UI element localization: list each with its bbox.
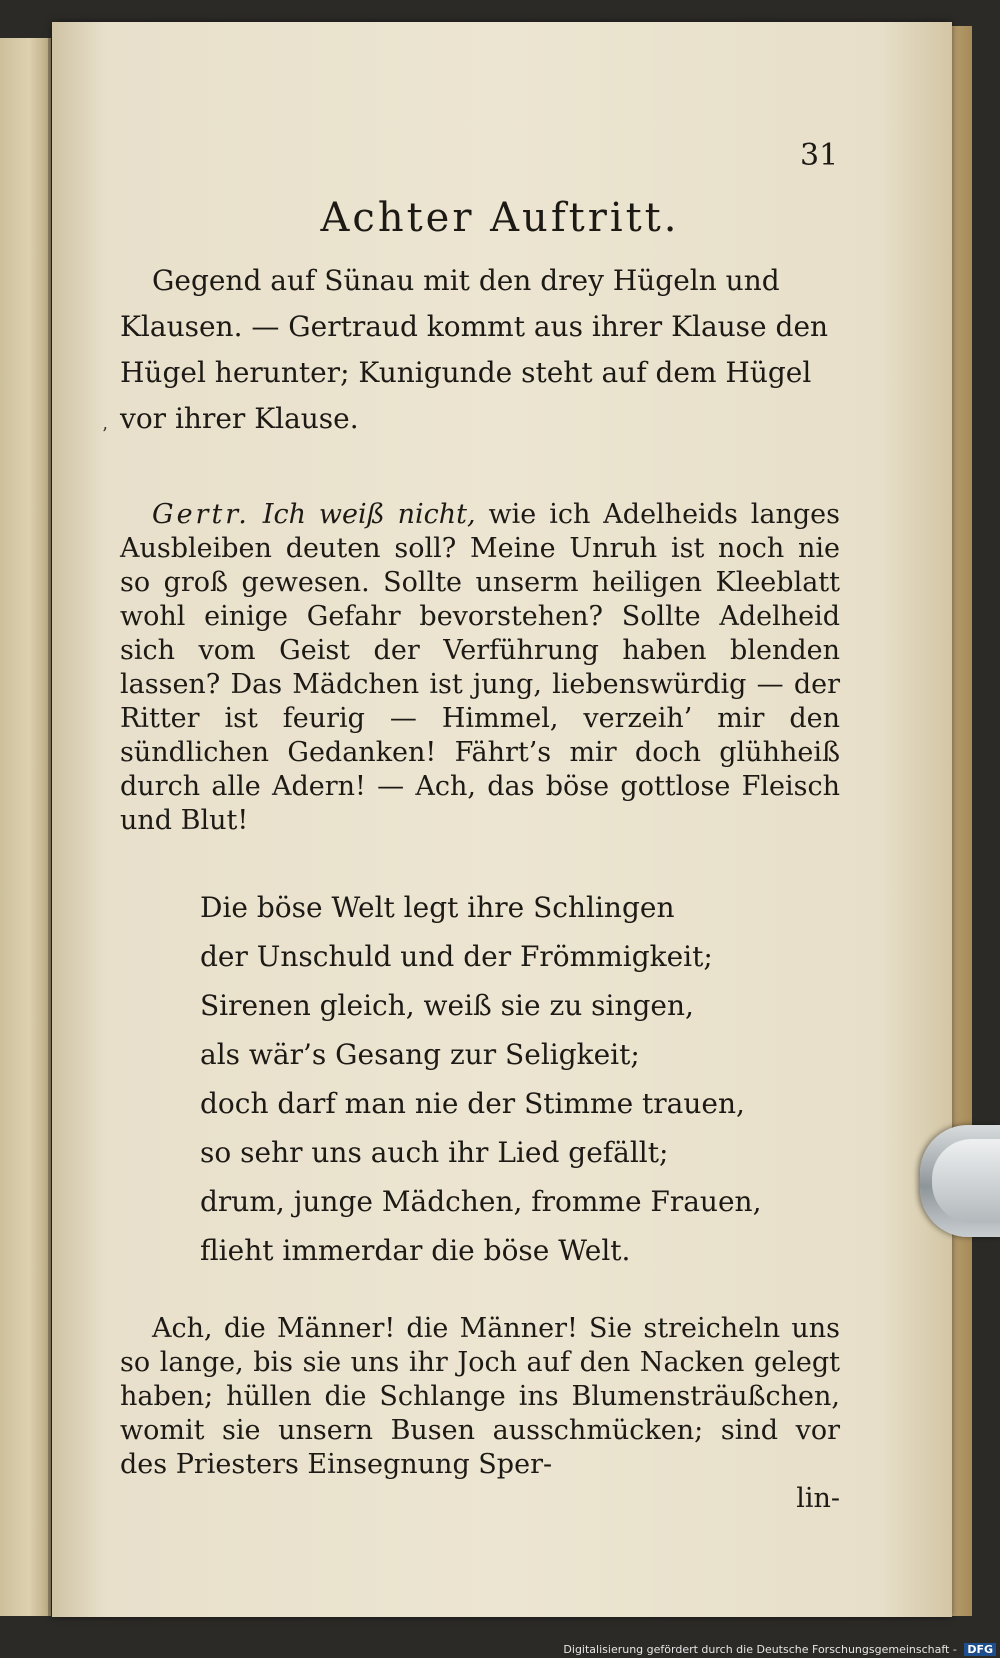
- credit-text: Digitalisierung gefördert durch die Deutsche Forschungsgemeinschaft -: [563, 1643, 957, 1656]
- verse-block: [200, 883, 840, 1275]
- scene-title: Achter Auftritt.: [320, 195, 680, 241]
- verse-line: doch darf man nie der Stimme trauen,: [200, 1087, 745, 1120]
- page-block-edge: [950, 26, 972, 1616]
- verse-line: so sehr uns auch ihr Lied gefällt;: [200, 1136, 669, 1169]
- speech-paragraph: [120, 498, 840, 838]
- speech-text: wie ich Adelheids langes Ausbleiben deuten soll? Meine Unruh ist noch nie so groß gewesen. Sollte unserm heiligen Kleeblatt wohl einige Gefahr bevorstehen? Sollte Adelheid sich vom Geist der Verführung haben blenden lassen? Das Mädchen ist jung, liebenswürdig — der Ritter ist feurig — Himmel, verzeih’ mir den sündlichen Gedanken! Fährt’s mir doch glühheiß durch alle Adern! — Ach, das böse gottlose Fleisch und Blut!: [120, 499, 840, 836]
- speech-emphasis: Ich weiß nicht,: [262, 499, 476, 530]
- scene-direction: Gegend auf Sünau mit den drey Hügeln und Klausen. — Gertraud kommt aus ihrer Klause den Hügel herunter; Kunigunde steht auf dem Hügel vor ihrer Klause.: [120, 264, 829, 435]
- verse-line: der Unschuld und der Frömmigkeit;: [200, 940, 713, 973]
- margin-mark: ’: [102, 424, 108, 445]
- page-clip-icon: [920, 1125, 1000, 1237]
- catchword: lin-: [796, 1483, 840, 1514]
- digitization-credit: [563, 1643, 996, 1656]
- verse-line: als wär’s Gesang zur Seligkeit;: [200, 1038, 640, 1071]
- verse-line: flieht immerdar die böse Welt.: [200, 1234, 631, 1267]
- page-clip-highlight: [932, 1139, 1000, 1223]
- page-number: 31: [800, 138, 839, 173]
- verse-line: Sirenen gleich, weiß sie zu singen,: [200, 989, 694, 1022]
- verse-line: drum, junge Mädchen, fromme Frauen,: [200, 1185, 762, 1218]
- continuation-paragraph: [120, 1312, 840, 1516]
- continuation-text: Ach, die Männer! die Männer! Sie streicheln uns so lange, bis sie uns ihr Joch auf den Nacken gelegt haben; hüllen die Schlange ins Blumensträußchen, womit sie unsern Busen ausschmücken; sind vor des Priesters Einsegnung Sper-: [120, 1313, 840, 1480]
- left-page-edge: [0, 38, 51, 1616]
- verse-line: Die böse Welt legt ihre Schlingen: [200, 891, 675, 924]
- speaker-name: Gertr.: [152, 499, 250, 530]
- dfg-logo-icon: DFG: [964, 1643, 996, 1656]
